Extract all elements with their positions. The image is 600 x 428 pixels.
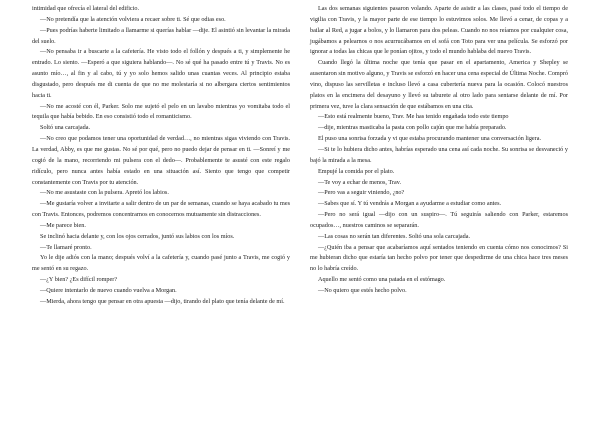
- paragraph: Las dos semanas siguientes pasaron volando. Aparte de asistir a las clases, pasé todo el tiempo de vigilia con Travis, y la mayor parte de ese tiempo lo estuvimos solos. Me llevó a cenar, de copas y a bailar al Red, a jugar a bolos, y lo llamaron para dos peleas. Cuando no nos reíamos por cualquier cosa, jugábamos a pelearnos o nos acurrucábamos en el sofá con Toto para ver una película. Se esforzó por ignorar a todas las chicas que le ponían ojitos, y todo el mundo hablaba del nuevo Travis.: [310, 5, 568, 56]
- paragraph: —No me asustaste con la pulsera. Apretó los labios.: [40, 189, 169, 197]
- paragraph: Yo le dije adiós con la mano; después volví a la cafetería y, cuando pasé junto a Travis, me cogió y me sentó en su regazo.: [32, 254, 290, 273]
- paragraph: Cuando llegó la última noche que tenía que pasar en el apartamento, America y Shepley se ausentaron sin motivo alguno, y Travis se esforzó en hacer una cena especial de Última Noche. Compró vino, dispuso las servilletas e incluso llevó a casa cubertería nueva para la ocasión. Colocó nuestros platos en la encimera del desayuno y llevó su taburete al otro lado para sentarse delante de mí. Por primera vez, tuve la clara sensación de que estábamos en una cita.: [310, 59, 568, 110]
- paragraph: —Te voy a echar de menos, Trav.: [318, 178, 402, 186]
- paragraph: —Sabes que sí. Y tú vendrás a Morgan a ayudarme a estudiar como antes.: [318, 200, 502, 208]
- paragraph: —No me acosté con él, Parker. Solo me sujetó el pelo en un lavabo mientras yo vomitaba todo el tequila que había bebido. En eso consistió todo el romanticismo.: [32, 102, 290, 121]
- paragraph: —Me gustaría volver a invitarte a salir dentro de un par de semanas, cuando se haya acabado tu mes con Travis. Entonces, podremos concentrarnos en conocernos mutuamente sin distracciones.: [32, 200, 290, 219]
- paragraph: —¿Quién iba a pensar que acabaríamos aquí sentados teniendo en cuenta cómo nos conocimos? Si me hubieran dicho que estaría tan hecho polvo por tener que despedirme de una chica hace tres meses no lo habría creído.: [310, 243, 568, 273]
- paragraph: El puso una sonrisa forzada y vi que estaba procurando mantener una conversación ligera.: [318, 135, 542, 143]
- paragraph: —No creo que podamos tener una oportunidad de verdad…, no mientras sigas viviendo con Travis. La verdad, Abby, es que me gustas. No sé por qué, pero no puedo dejar de pensar en ti. —Sonreí y me cogió de la mano, recorriendo mi pulsera con el dedo—. Probablemente te asusté con este regalo ridículo, pero nunca antes había estado en una situación así. Siento que tengo que competir constantemente con Travis por tu atención.: [32, 135, 290, 186]
- paragraph: —Si te lo hubiera dicho antes, habrías esperado una cena así cada noche. Su sonrisa se desvaneció y bajó la mirada a la mesa.: [310, 145, 568, 164]
- paragraph: —Pero vas a seguir viniendo, ¿no?: [318, 189, 405, 197]
- paragraph: —Mierda, ahora tengo que pensar en otra apuesta —dijo, tirando del plato que tenía delante de mí.: [40, 297, 285, 305]
- paragraph: —No pretendía que la atención volviera a recaer sobre ti. Sé que odias eso.: [40, 15, 226, 23]
- paragraph: Aquello me sentó como una patada en el estómago.: [318, 276, 446, 284]
- paragraph: —Las cosas no serán tan diferentes. Soltó una sola carcajada.: [318, 232, 471, 240]
- paragraph: intimidad que ofrecía el lateral del edificio.: [32, 5, 140, 12]
- paragraph: —¿Y bien? ¿Es difícil romper?: [40, 276, 118, 284]
- paragraph: —dije, mientras masticaba la pasta con pollo cajún que me había preparado.: [318, 124, 507, 132]
- paragraph: —Pues podrías haberte limitado a llamarme si querías hablar —dije. El asintió sin levantar la mirada del suelo.: [32, 26, 290, 45]
- left-page: [32, 4, 290, 308]
- paragraph: Se inclinó hacia delante y, con los ojos cerrados, juntó sus labios con los míos.: [40, 232, 235, 240]
- paragraph: —No pensaba ir a buscarte a la cafetería. He visto todo el follón y después a ti, y simplemente he entrado. Lo siento. —Esperó a que siguiera hablando—. No sé qué ha pasado entre tú y Travis. No es asunto mío…, al fin y al cabo, tú y yo solo hemos salido unas cuantas veces. Al principio estaba disgustado, pero después me di cuenta de que no me molestaría si no albergara ciertos sentimientos hacia ti.: [32, 48, 290, 99]
- paragraph: —Quiere intentarlo de nuevo cuando vuelva a Morgan.: [40, 286, 177, 294]
- paragraph: —Pero no será igual —dijo con un suspiro—. Tú seguirás saliendo con Parker, estaremos ocupados…, nuestros caminos se separarán.: [310, 211, 568, 229]
- paragraph: —Me parece bien.: [40, 221, 86, 229]
- paragraph: Empujé la comida por el plato.: [318, 167, 395, 175]
- paragraph: —Esto está realmente bueno, Trav. Me has tenido engañada todo este tiempo: [318, 113, 509, 121]
- right-page: [310, 4, 568, 297]
- paragraph: Soltó una carcajada.: [40, 124, 90, 132]
- paragraph: —No quiero que estés hecho polvo.: [318, 286, 407, 294]
- paragraph: —Te llamaré pronto.: [40, 243, 92, 251]
